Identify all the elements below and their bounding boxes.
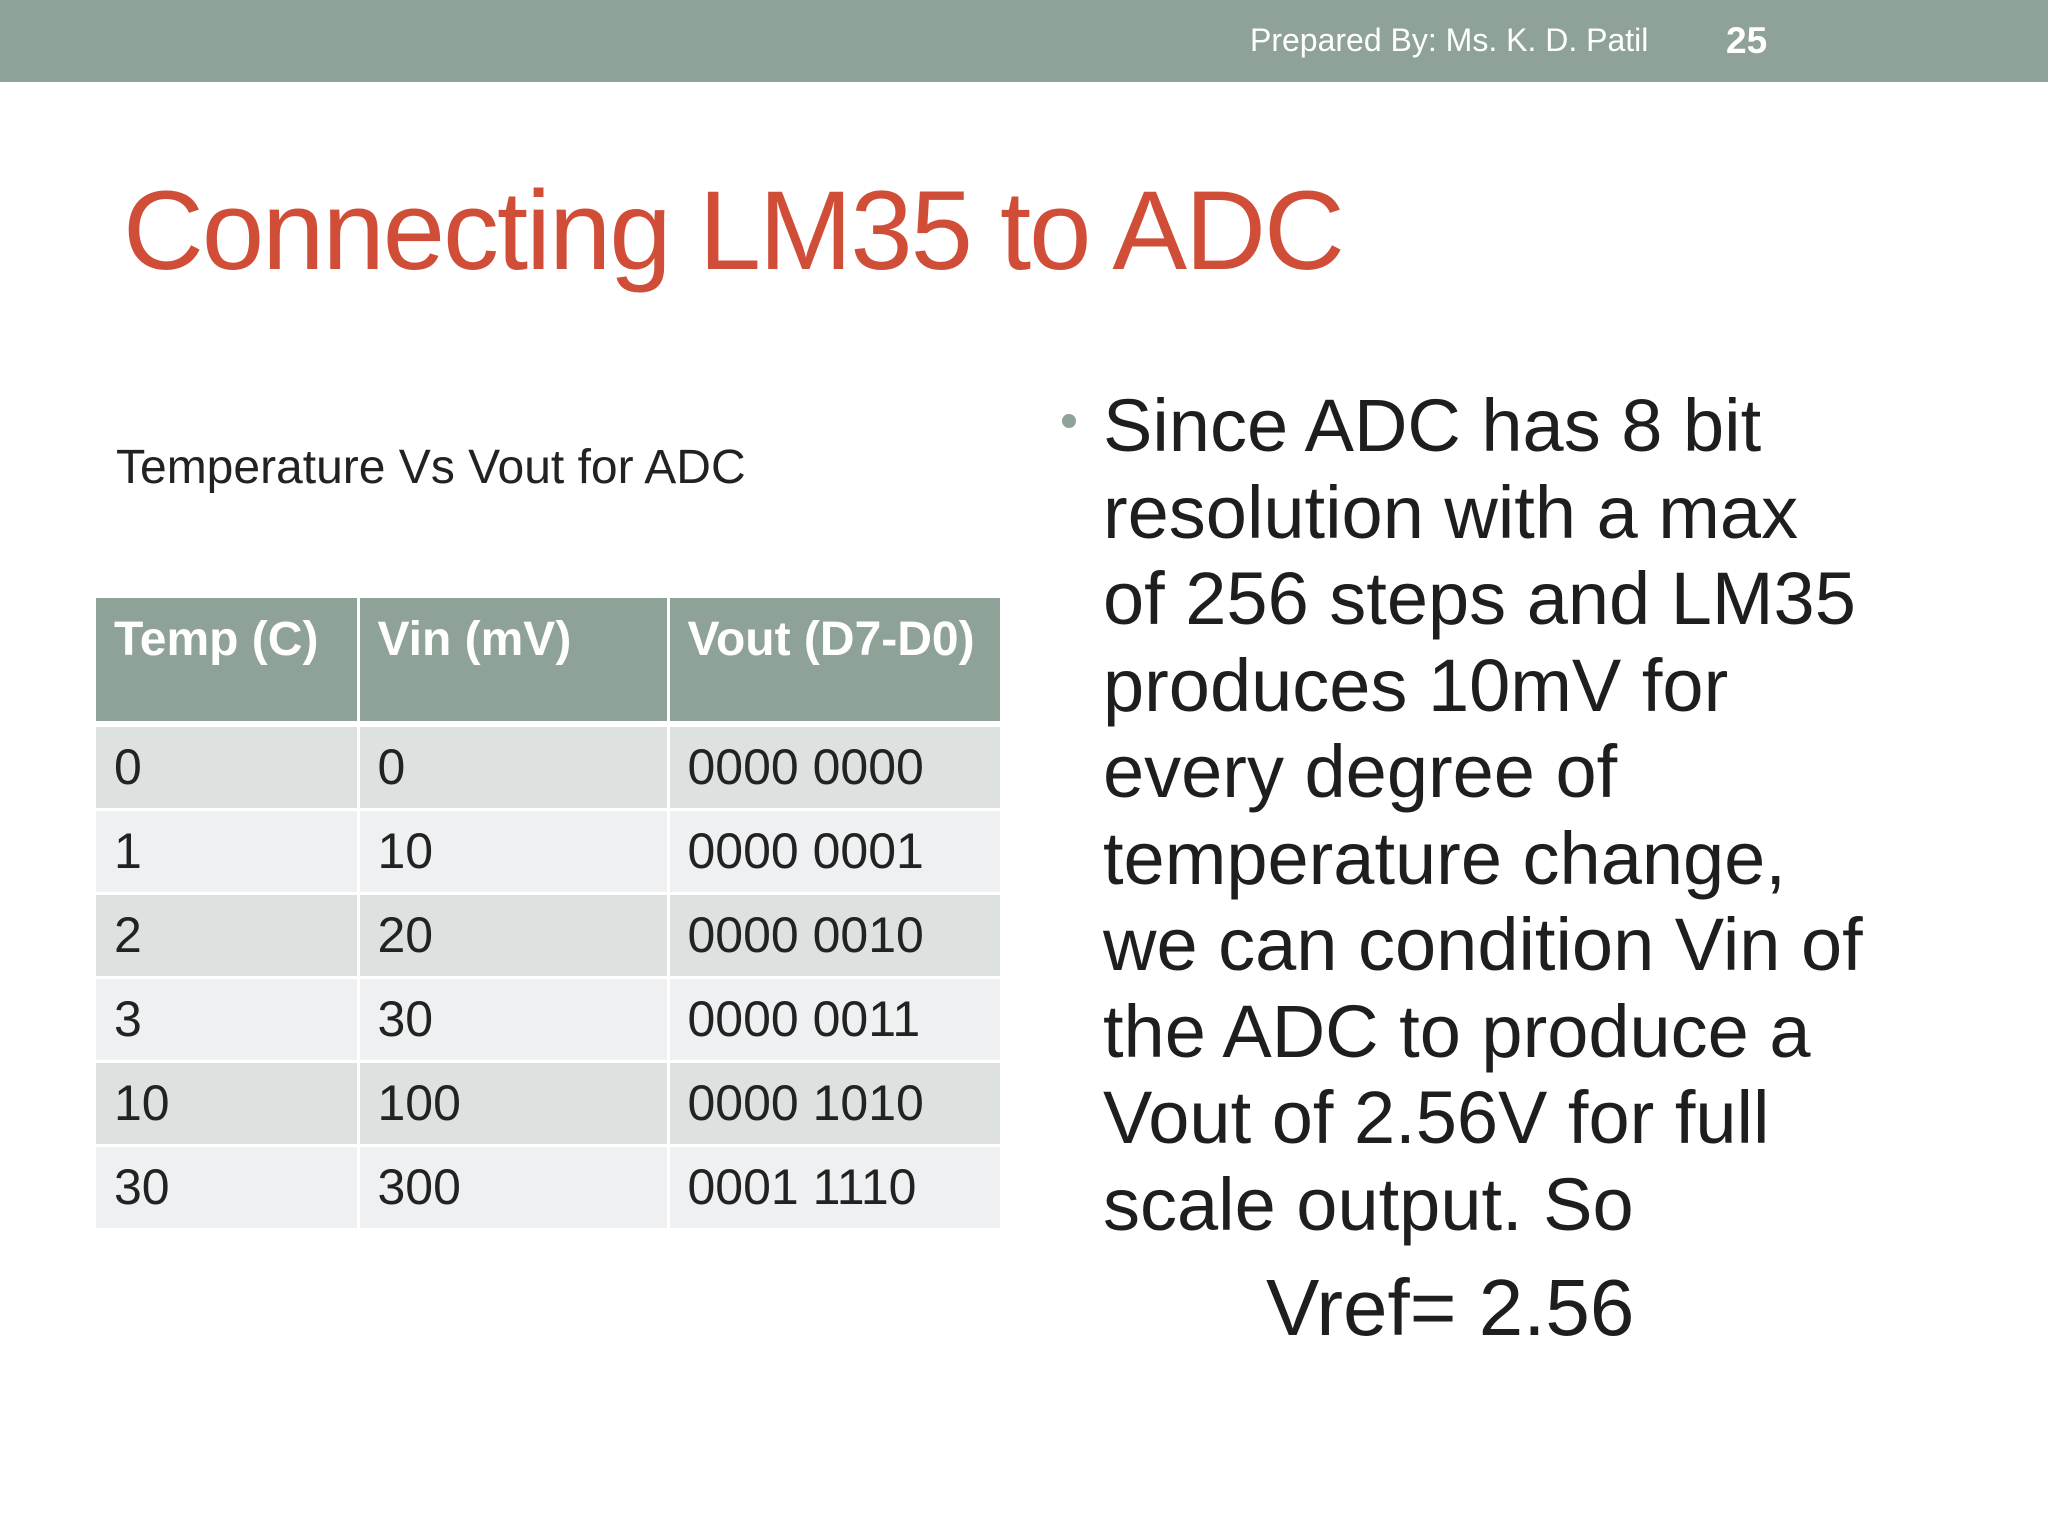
table-row	[96, 810, 1000, 894]
table-cell: 0	[96, 724, 358, 810]
page-number: 25	[1726, 20, 1768, 61]
table-caption: Temperature Vs Vout for ADC	[116, 441, 746, 494]
temperature-table	[96, 598, 1000, 1231]
table-header-row	[96, 598, 1000, 724]
table-cell: 2	[96, 894, 358, 978]
table-cell: 10	[358, 810, 668, 894]
table-row	[96, 894, 1000, 978]
table-cell: 30	[358, 978, 668, 1062]
column-header-vout: Vout (D7-D0)	[668, 598, 1000, 724]
vref-formula: Vref= 2.56	[1266, 1263, 1635, 1352]
table-cell: 10	[96, 1062, 358, 1146]
table-cell: 0000 0010	[668, 894, 1000, 978]
table-row	[96, 978, 1000, 1062]
column-header-temp: Temp (C)	[96, 598, 358, 724]
table-cell: 0000 1010	[668, 1062, 1000, 1146]
table-row	[96, 1146, 1000, 1230]
prepared-by-label: Prepared By: Ms. K. D. Patil	[1250, 22, 1649, 58]
table-cell: 300	[358, 1146, 668, 1230]
table-cell: 0000 0000	[668, 724, 1000, 810]
table-cell: 0000 0001	[668, 810, 1000, 894]
table-cell: 0001 1110	[668, 1146, 1000, 1230]
table-cell: 3	[96, 978, 358, 1062]
table-cell: 20	[358, 894, 668, 978]
column-header-vin: Vin (mV)	[358, 598, 668, 724]
table-cell: 100	[358, 1062, 668, 1146]
table-cell: 0000 0011	[668, 978, 1000, 1062]
header-bar	[0, 0, 2048, 82]
table-cell: 0	[358, 724, 668, 810]
table-row	[96, 1062, 1000, 1146]
bullet-text: Since ADC has 8 bit resolution with a max of 256 steps and LM35 produces 10mV for every degree of temperature change, we can condition Vin of the ADC to produce a Vout of 2.56V for full scale output. So	[1103, 384, 1863, 1246]
table-cell: 30	[96, 1146, 358, 1230]
table-cell: 1	[96, 810, 358, 894]
slide-title: Connecting LM35 to ADC	[123, 168, 1343, 293]
bullet-dot-icon	[1062, 414, 1076, 428]
table-row	[96, 724, 1000, 810]
